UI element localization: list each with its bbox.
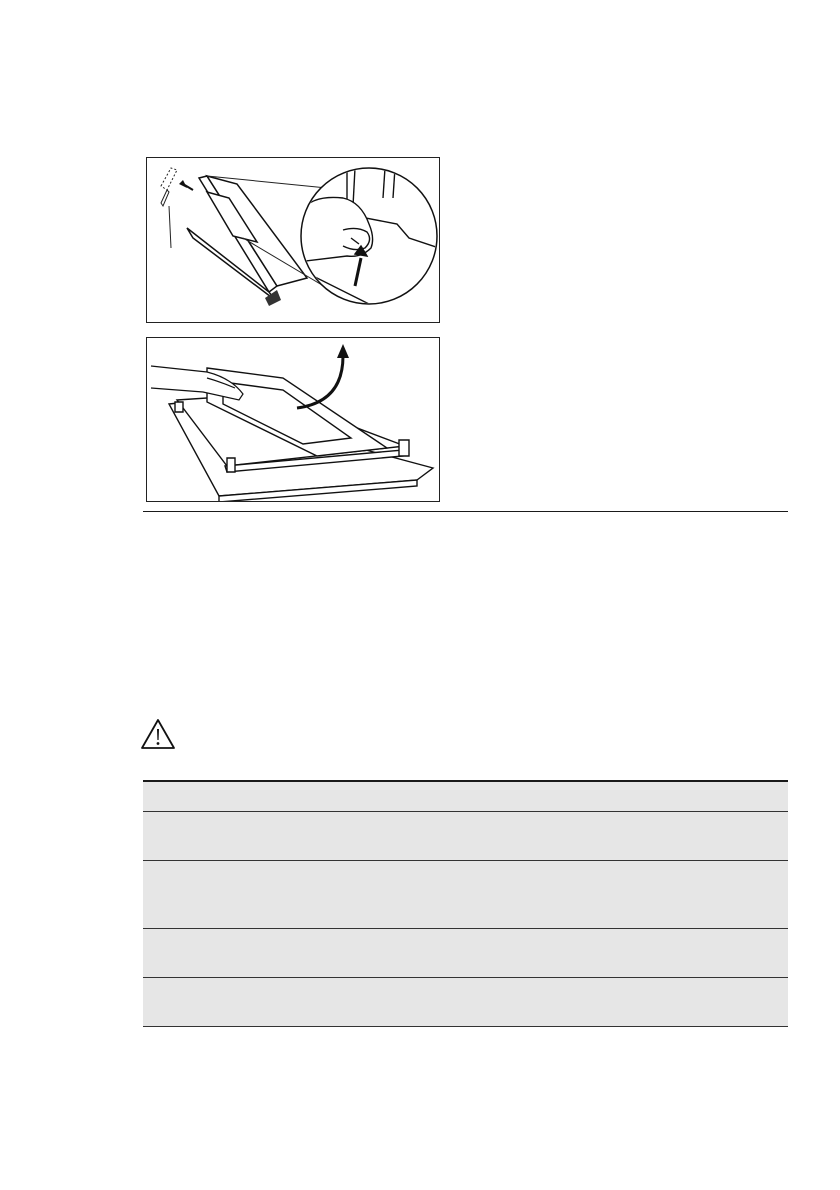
door-glass-removal-illustration — [146, 337, 440, 502]
troubleshooting-table — [143, 780, 788, 1027]
table-row — [143, 861, 788, 929]
door-glass-release-illustration — [146, 157, 440, 323]
table-row — [143, 812, 788, 861]
section-divider — [143, 511, 788, 512]
door-clip-release-icon — [147, 158, 439, 322]
table-row — [143, 978, 788, 1027]
door-panel-lift-icon — [147, 338, 439, 501]
warning-triangle-icon — [140, 718, 176, 750]
table-row — [143, 929, 788, 978]
table-header-row — [143, 782, 788, 812]
